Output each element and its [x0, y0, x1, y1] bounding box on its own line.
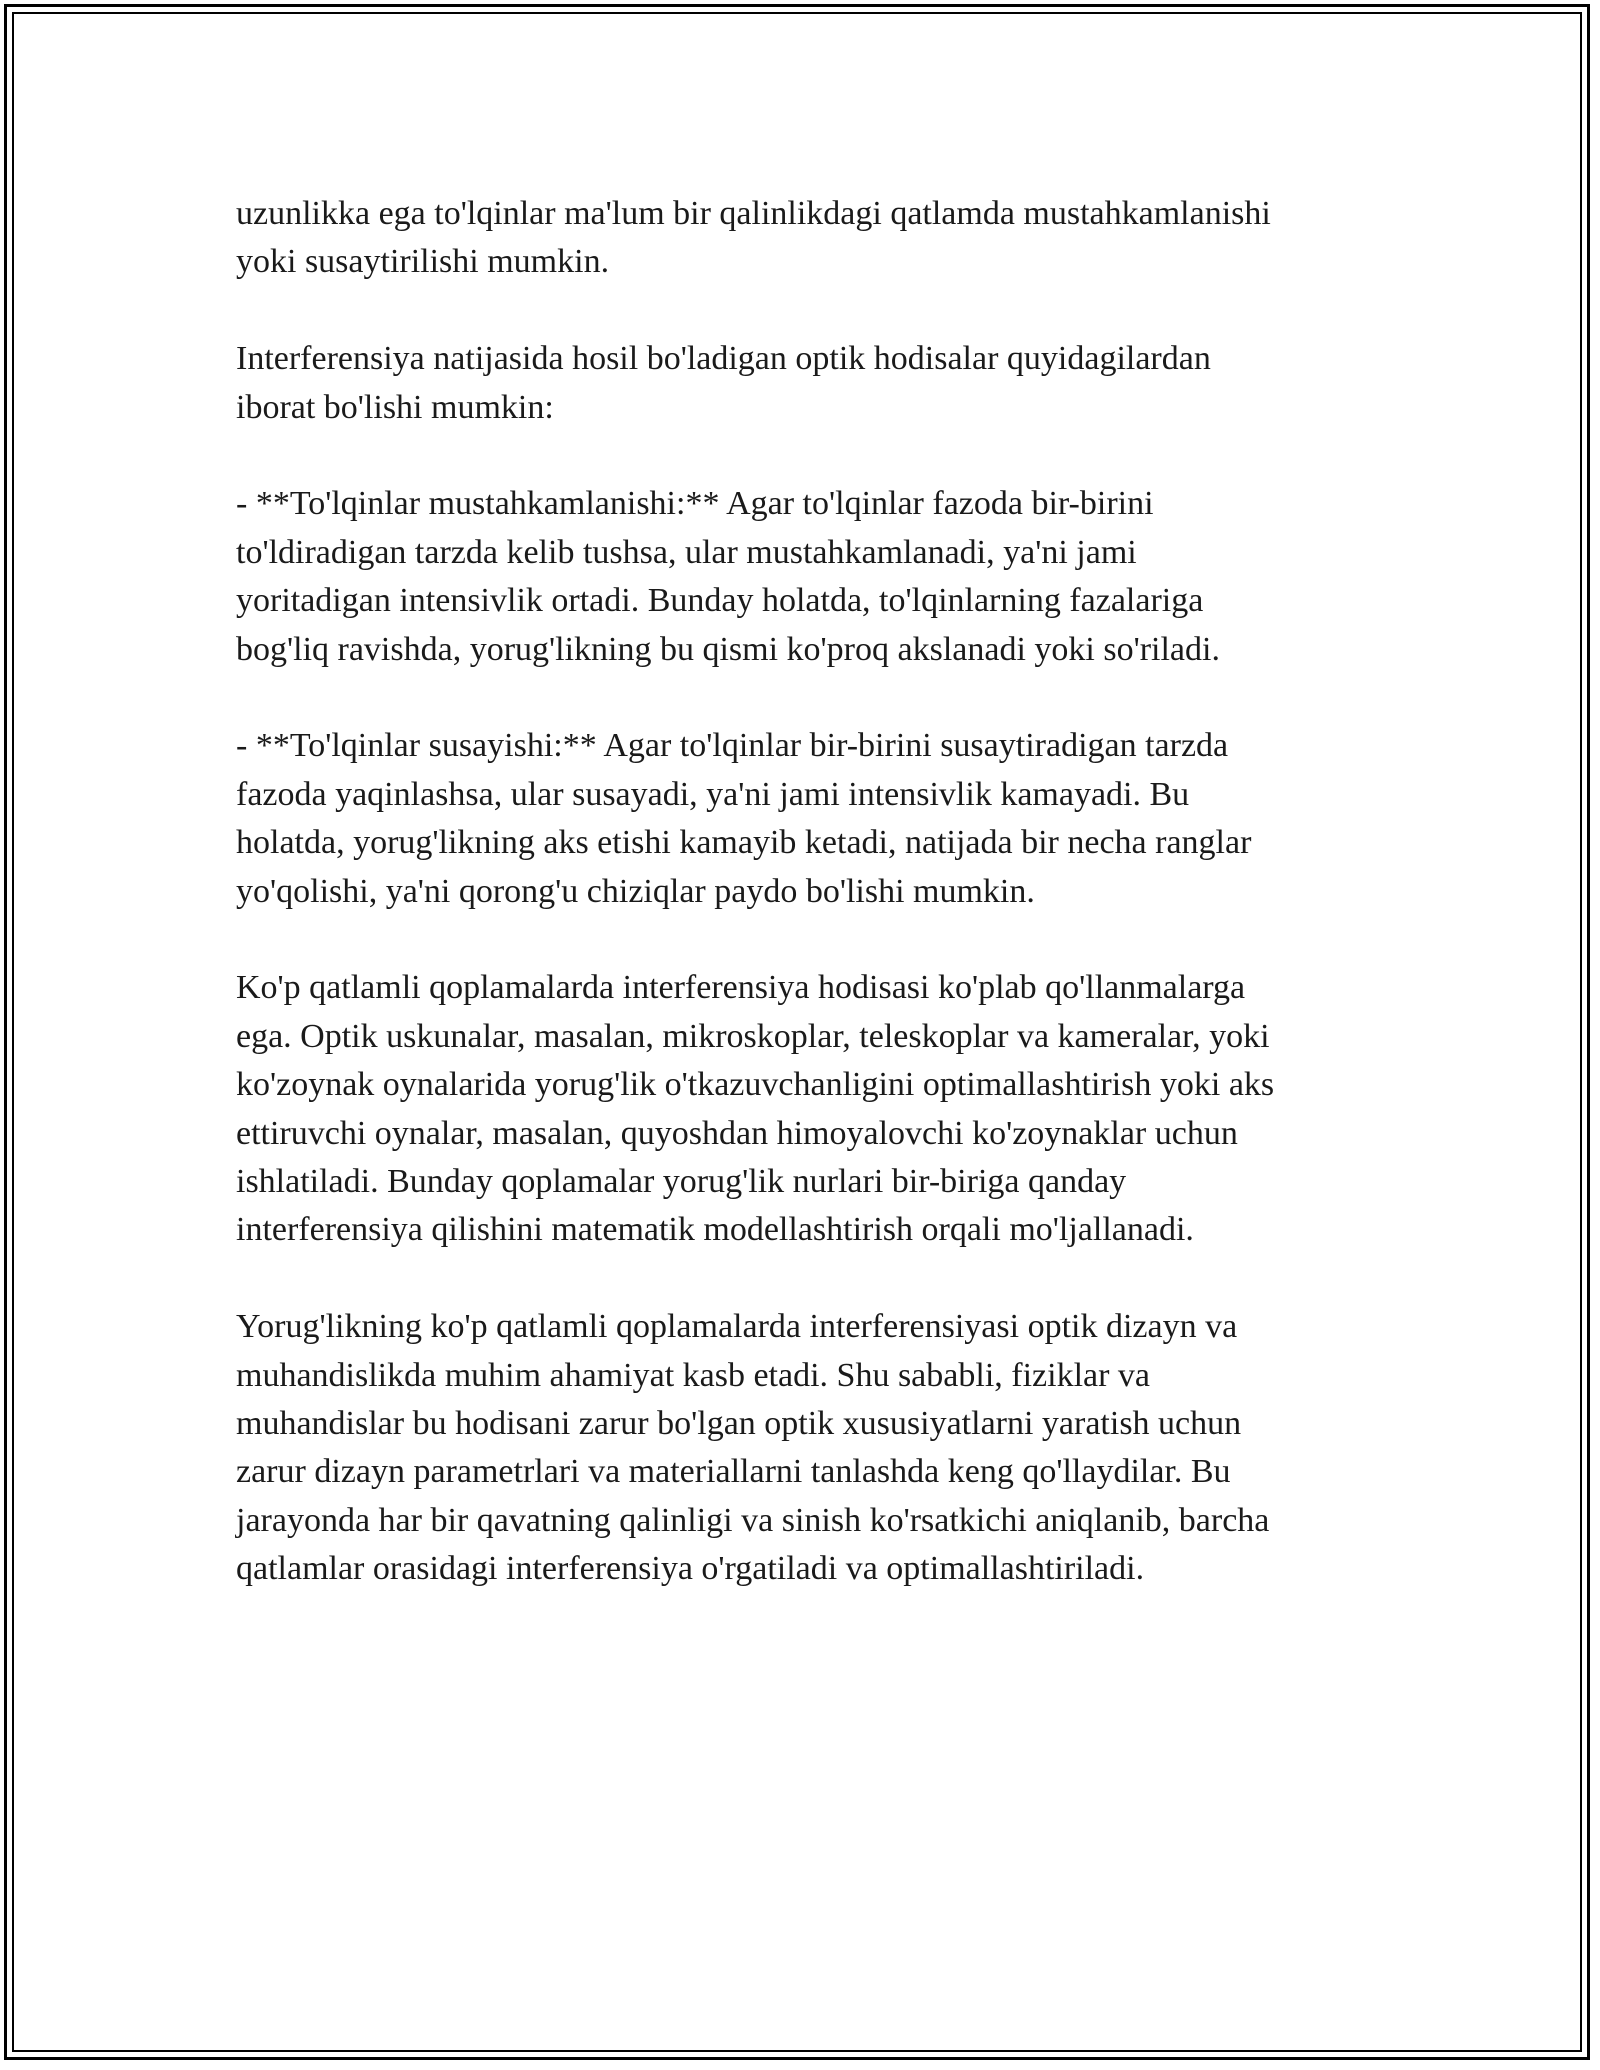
paragraph-continuation: uzunlikka ega to'lqinlar ma'lum bir qalinlikdagi qatlamda mustahkamlanishi yoki susaytirilishi mumkin. — [236, 195, 1271, 281]
list-item-strengthening: - **To'lqinlar mustahkamlanishi:** Agar to'lqinlar fazoda bir-birini to'ldiradigan tarzda kelib tushsa, ular mustahkamlanadi, ya'ni jami yoritadigan intensivlik ortadi. Bunday holatda, to'lqinlarning fazalariga bog'liq ravishda, yorug'likning bu qismi ko'proq akslanadi yoki so'riladi. — [236, 485, 1220, 668]
list-item-weakening: - **To'lqinlar susayishi:** Agar to'lqinlar bir-birini susaytiradigan tarzda fazoda yaqinlashsa, ular susayadi, ya'ni jami intensivlik kamayadi. Bu holatda, yorug'likning aks etishi kamayib ketadi, natijada bir necha ranglar yo'qolishi, ya'ni qorong'u chiziqlar paydo bo'lishi mumkin. — [236, 727, 1252, 910]
paragraph-intro: Interferensiya natijasida hosil bo'ladigan optik hodisalar quyidagilardan iborat bo'lishi mumkin: — [236, 340, 1211, 426]
document-body — [236, 190, 1366, 1594]
paragraph-applications: Ko'p qatlamli qoplamalarda interferensiya hodisasi ko'plab qo'llanmalarga ega. Optik uskunalar, masalan, mikroskoplar, teleskoplar va kameralar, yoki ko'zoynak oynalarida yorug'lik o'tkazuvchanligini optimallashtirish yoki aks ettiruvchi oynalar, masalan, quyoshdan himoyalovchi ko'zoynaklar uchun ishlatiladi. Bunday qoplamalar yorug'lik nurlari bir-biriga qanday interferensiya qilishini matematik modellashtirish orqali mo'ljallanadi. — [236, 969, 1275, 1249]
paragraph-conclusion: Yorug'likning ko'p qatlamli qoplamalarda interferensiyasi optik dizayn va muhandislikda muhim ahamiyat kasb etadi. Shu sababli, fiziklar va muhandislar bu hodisani zarur bo'lgan optik xususiyatlarni yaratish uchun zarur dizayn parametrlari va materiallarni tanlashda keng qo'llaydilar. Bu jarayonda har bir qavatning qalinligi va sinish ko'rsatkichi aniqlanib, barcha qatlamlar orasidagi interferensiya o'rgatiladi va optimallashtiriladi. — [236, 1308, 1270, 1588]
